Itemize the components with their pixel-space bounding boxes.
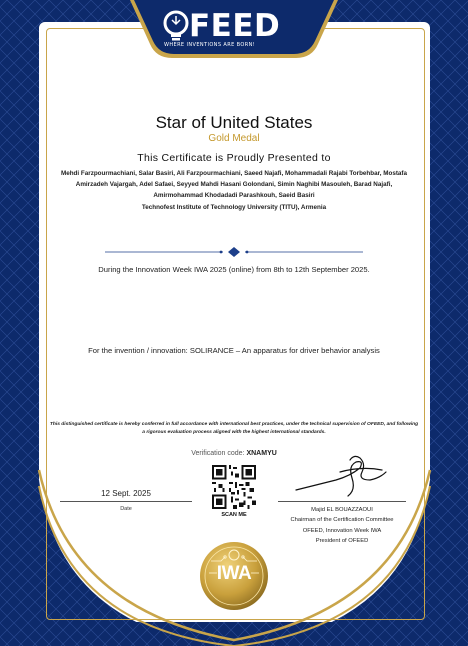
medal-label: Gold Medal <box>208 133 260 144</box>
signature-underline <box>278 501 406 502</box>
presented-to-line: This Certificate is Proudly Presented to <box>137 152 331 164</box>
qr-code[interactable] <box>212 465 256 509</box>
iwa-badge-text: IWA <box>216 563 252 584</box>
signer-name: Majid EL BOUAZZAOUI <box>311 507 373 513</box>
ornament-divider <box>105 246 363 258</box>
signer-org: OFEED, Innovation Week IWA <box>302 527 382 534</box>
lightbulb-icon <box>162 10 190 44</box>
invention-line: For the invention / innovation: SOLIRANCE – An apparatus for driver behavior analysis <box>88 346 380 355</box>
date-label: Date <box>120 506 132 512</box>
verification-label: Verification code: <box>191 450 245 457</box>
institution-name: Technofest Institute of Technology University (TITU), Armenia <box>141 203 327 211</box>
date-value: 12 Sept. 2025 <box>101 489 151 498</box>
verification-code: XNAMYU <box>246 450 277 457</box>
logo-wordmark: FEED <box>189 8 281 44</box>
scan-me-label: SCAN ME <box>221 512 247 518</box>
date-underline <box>60 501 192 502</box>
recipients-block <box>58 168 410 213</box>
signer-title: Chairman of the Certification Committee <box>290 517 394 524</box>
signer-role: President of OFEED <box>315 538 369 545</box>
ofeed-logo <box>162 8 302 54</box>
recipient-names: Mehdi Farzpourmachiani, Salar Basiri, Ali Farzpourmachiani, Saeed Najafi, Mohammadali Rajabi Torbehbar, Mostafa Amirzadeh Vajargah, Adel Safaei, Seyyed Mahdi Hasani Golondani, Simin Naghibi Masouleh, Barad Najafi, Amirmohammad Khodadadi Parashkouh, Saeid Basiri <box>60 170 408 200</box>
logo-tagline: WHERE INVENTIONS ARE BORN! <box>164 42 256 48</box>
disclaimer-text: This distinguished certificate is hereby conferred in full accordance with international best practices, under the technical supervision of OFEED, and following a rigorous evaluation process aligned with the highest international standards. <box>49 422 419 435</box>
certificate-title: Star of United States <box>155 113 313 132</box>
signature <box>290 450 400 500</box>
signer-block <box>264 505 420 547</box>
event-line: During the Innovation Week IWA 2025 (online) from 8th to 12th September 2025. <box>98 265 370 274</box>
